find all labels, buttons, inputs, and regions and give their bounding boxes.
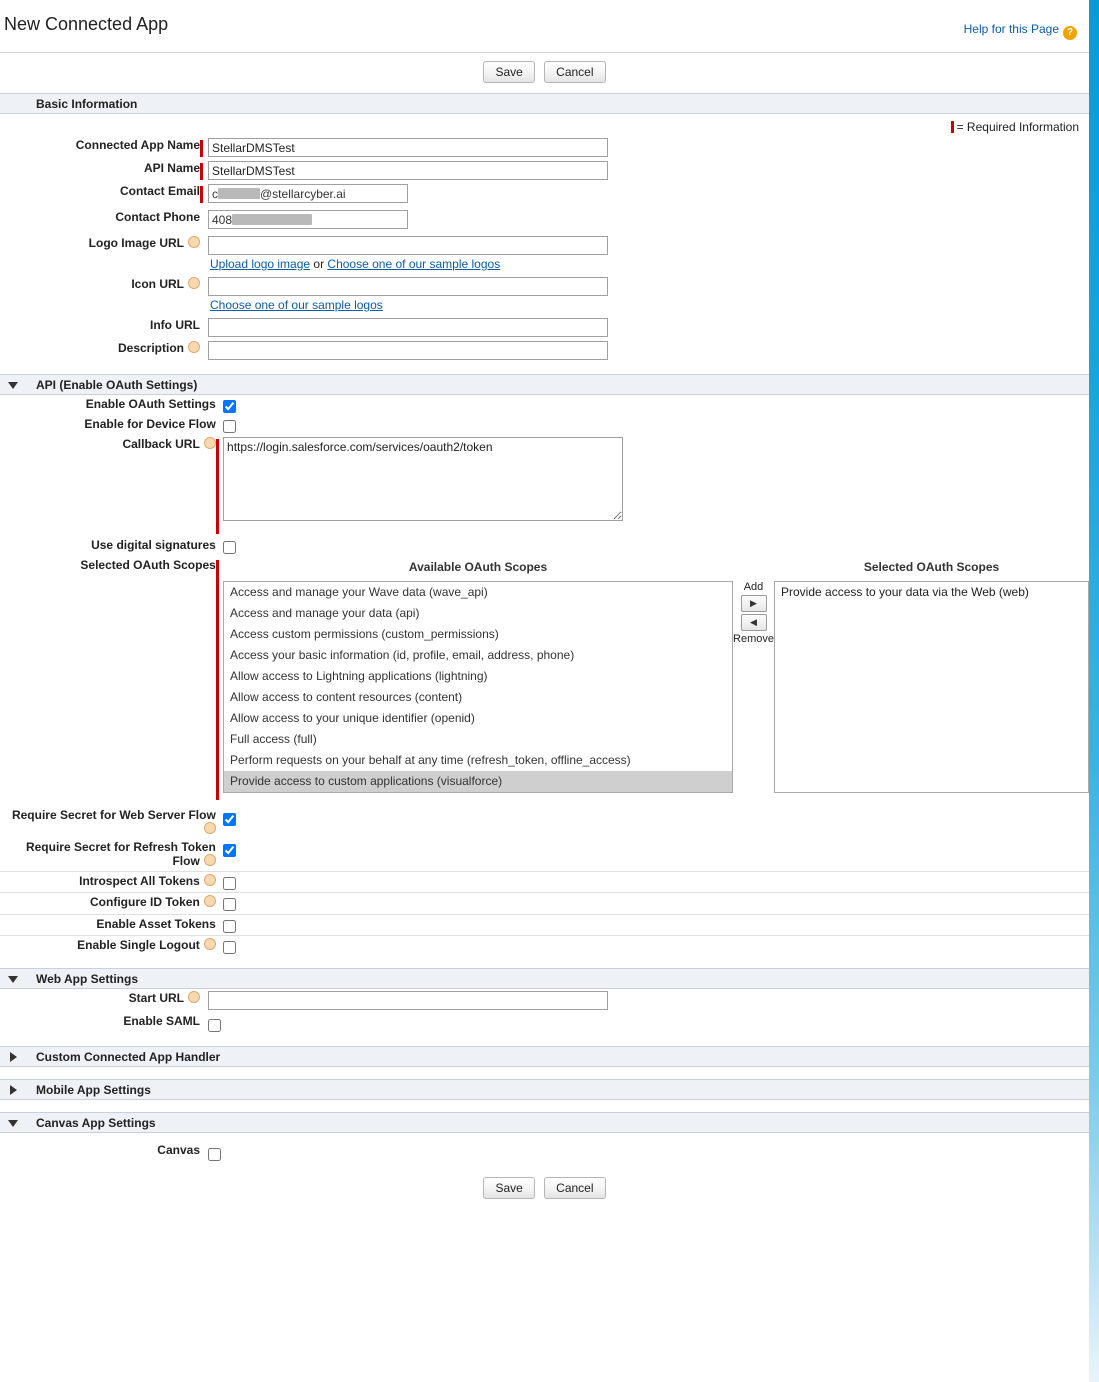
available-scope-option[interactable]: Access and manage your data (api)	[230, 606, 420, 620]
contact-email-prefix: c	[212, 187, 218, 201]
row-start-url	[0, 989, 1089, 1012]
row-icon-url	[0, 275, 1089, 316]
label-require-secret-web-server	[0, 802, 216, 838]
spacer-mobile-canvas	[0, 1100, 1089, 1108]
info-url-input[interactable]	[208, 318, 608, 337]
collapse-toggle-api-oauth[interactable]	[8, 375, 22, 396]
spacer-handler-mobile	[0, 1067, 1089, 1075]
logo-links-or: or	[310, 257, 328, 271]
label-contact-phone: Contact Phone	[115, 210, 200, 224]
available-scope-option[interactable]: Allow access to content resources (content)	[230, 690, 463, 704]
scope-transfer-controls	[733, 579, 774, 795]
section-title-basic-information: Basic Information	[36, 97, 138, 111]
info-icon-require-secret-refresh-token[interactable]	[204, 854, 216, 866]
label-icon-url	[0, 275, 200, 316]
remove-label: Remove	[733, 633, 774, 645]
save-button-bottom[interactable]: Save	[483, 1177, 534, 1199]
configure-id-token-label-text: Configure ID Token	[90, 895, 200, 909]
connected-app-name-input[interactable]	[208, 138, 608, 157]
icon-url-input[interactable]	[208, 277, 608, 296]
available-scope-option[interactable]: Access your basic information (id, profile, email, address, phone)	[230, 648, 575, 662]
require-secret-refresh-token-label-text: Require Secret for Refresh Token Flow	[25, 840, 216, 868]
section-header-api-oauth	[0, 374, 1089, 395]
contact-email-input[interactable]	[208, 184, 408, 203]
top-button-row	[0, 53, 1089, 89]
label-require-secret-refresh-token	[0, 838, 216, 870]
choose-sample-logo-link[interactable]: Choose one of our sample logos	[327, 257, 501, 271]
required-information-legend	[0, 114, 1089, 136]
help-for-this-page-link[interactable]	[964, 22, 1077, 40]
row-use-digital-signatures	[0, 536, 1089, 556]
selected-scopes-title: Selected OAuth Scopes	[863, 560, 1000, 574]
required-mark-connected-app-name	[200, 136, 208, 159]
cancel-button-top[interactable]: Cancel	[544, 61, 605, 83]
help-link-label: Help for this Page	[963, 22, 1059, 36]
label-logo-image-url	[0, 234, 200, 275]
info-icon-introspect-all-tokens[interactable]	[204, 874, 216, 886]
contact-phone-redaction	[232, 214, 312, 225]
available-scopes-title: Available OAuth Scopes	[408, 560, 548, 574]
api-name-input[interactable]	[208, 161, 608, 180]
row-require-secret-web-server	[0, 802, 1089, 838]
choose-sample-icon-link[interactable]: Choose one of our sample logos	[210, 298, 383, 312]
enable-single-logout-label-text: Enable Single Logout	[77, 938, 200, 952]
add-label: Add	[743, 581, 764, 593]
row-enable-device-flow	[0, 415, 1089, 435]
available-scope-option[interactable]: Provide access to custom applications (visualforce)	[224, 771, 732, 792]
page-header	[0, 0, 1089, 52]
info-icon-logo-image-url[interactable]	[188, 236, 200, 248]
description-input[interactable]	[208, 341, 608, 360]
expand-toggle-custom-handler[interactable]	[8, 1047, 22, 1068]
required-mark-oauth-scopes	[216, 556, 223, 802]
description-label-text: Description	[117, 341, 184, 355]
info-icon-enable-single-logout[interactable]	[204, 938, 216, 950]
collapse-toggle-web-app-settings[interactable]	[8, 969, 22, 990]
logo-image-url-label-text: Logo Image URL	[88, 236, 184, 250]
upload-logo-image-link[interactable]: Upload logo image	[210, 257, 311, 271]
info-icon-callback-url[interactable]	[204, 437, 216, 449]
right-edge-gradient	[1089, 0, 1099, 1382]
introspect-all-tokens-label-text: Introspect All Tokens	[79, 873, 200, 888]
start-url-input[interactable]	[208, 991, 608, 1010]
section-header-mobile-app-settings	[0, 1079, 1089, 1100]
icon-url-label-text: Icon URL	[131, 277, 184, 291]
enable-single-logout-checkbox[interactable]	[223, 941, 236, 954]
available-scope-option[interactable]: Perform requests on your behalf at any time (refresh_token, offline_access)	[230, 753, 631, 767]
label-start-url	[0, 989, 200, 1012]
required-mark-callback-url	[216, 435, 223, 536]
collapse-toggle-canvas-app-settings[interactable]	[8, 1113, 22, 1134]
row-contact-phone	[0, 208, 1089, 234]
label-contact-email: Contact Email	[119, 184, 200, 198]
row-enable-saml	[0, 1012, 1089, 1034]
section-header-custom-handler	[0, 1046, 1089, 1067]
require-secret-web-server-checkbox[interactable]	[223, 813, 236, 826]
row-selected-oauth-scopes	[0, 556, 1089, 802]
logo-image-links	[208, 255, 1089, 273]
label-canvas: Canvas	[157, 1143, 200, 1157]
use-digital-signatures-checkbox[interactable]	[223, 541, 236, 554]
row-api-name	[0, 159, 1089, 182]
label-info-url: Info URL	[150, 318, 200, 332]
spacer-contact-phone	[200, 208, 208, 234]
section-title-canvas-app-settings: Canvas App Settings	[36, 1116, 156, 1130]
enable-asset-tokens-checkbox[interactable]	[223, 920, 236, 933]
enable-oauth-settings-checkbox[interactable]	[223, 400, 236, 413]
section-title-custom-handler: Custom Connected App Handler	[36, 1050, 221, 1064]
contact-email-redaction	[218, 188, 260, 199]
cancel-button-bottom[interactable]: Cancel	[544, 1177, 605, 1199]
enable-device-flow-checkbox[interactable]	[223, 420, 236, 433]
label-callback-url	[0, 435, 216, 536]
bottom-button-row	[0, 1163, 1089, 1217]
logo-image-url-input[interactable]	[208, 236, 608, 255]
callback-url-textarea[interactable]	[223, 437, 623, 521]
spacer-api-web	[0, 956, 1089, 964]
required-mark-api-name	[200, 159, 208, 182]
label-description	[0, 339, 200, 362]
api-oauth-form	[0, 395, 1089, 956]
info-icon-start-url[interactable]	[188, 991, 200, 1003]
icon-url-links	[208, 296, 1089, 314]
label-connected-app-name: Connected App Name	[75, 138, 200, 152]
info-icon-description[interactable]	[188, 341, 200, 353]
scope-picker	[223, 558, 1089, 795]
label-enable-asset-tokens: Enable Asset Tokens	[96, 916, 216, 931]
label-api-name: API Name	[143, 161, 200, 175]
row-info-url	[0, 316, 1089, 339]
row-description	[0, 339, 1089, 362]
require-secret-web-server-label-text: Require Secret for Web Server Flow	[11, 808, 216, 822]
section-header-canvas-app-settings	[0, 1112, 1089, 1133]
label-enable-saml: Enable SAML	[123, 1014, 200, 1028]
row-require-secret-refresh-token	[0, 838, 1089, 870]
label-configure-id-token	[0, 893, 216, 914]
section-title-mobile-app-settings: Mobile App Settings	[36, 1083, 151, 1097]
label-enable-device-flow: Enable for Device Flow	[84, 417, 216, 431]
require-secret-refresh-token-checkbox[interactable]	[223, 844, 236, 857]
section-header-basic-information	[0, 93, 1089, 114]
arrow-left-icon[interactable]: ◀	[741, 614, 767, 631]
question-mark-icon[interactable]: ?	[1063, 26, 1077, 40]
callback-url-label-text: Callback URL	[122, 437, 200, 451]
available-scope-option[interactable]: Access and manage your Wave data (wave_api)	[230, 585, 488, 599]
available-oauth-scopes-list[interactable]	[223, 581, 733, 793]
expand-toggle-mobile-app-settings[interactable]	[8, 1080, 22, 1101]
info-icon-require-secret-web-server[interactable]	[204, 822, 216, 834]
label-selected-oauth-scopes: Selected OAuth Scopes	[80, 558, 216, 572]
row-callback-url	[0, 435, 1089, 536]
info-icon-configure-id-token[interactable]	[204, 895, 216, 907]
available-scope-option[interactable]: Allow access to Lightning applications (lightning)	[230, 669, 488, 683]
section-title-api-oauth: API (Enable OAuth Settings)	[36, 378, 198, 392]
save-button-top[interactable]: Save	[483, 61, 534, 83]
contact-phone-input[interactable]	[208, 210, 408, 229]
selected-scope-option[interactable]: Provide access to your data via the Web (web)	[781, 585, 1029, 599]
row-canvas	[0, 1133, 1089, 1163]
spacer-web-handler	[0, 1034, 1089, 1042]
enable-saml-checkbox[interactable]	[208, 1019, 221, 1032]
row-enable-single-logout	[0, 936, 1089, 957]
row-enable-oauth-settings	[0, 395, 1089, 415]
available-scope-option[interactable]: Full access (full)	[230, 732, 317, 746]
section-header-web-app-settings	[0, 968, 1089, 989]
label-enable-single-logout	[0, 936, 216, 957]
selected-oauth-scopes-list[interactable]	[774, 581, 1089, 793]
configure-id-token-checkbox[interactable]	[223, 898, 236, 911]
available-scope-option[interactable]: Allow access to your unique identifier (openid)	[230, 711, 475, 725]
arrow-right-icon[interactable]: ▶	[741, 595, 767, 612]
required-mark-contact-email	[200, 182, 208, 208]
label-introspect-all-tokens	[0, 871, 216, 892]
spacer-basic-api	[0, 362, 1089, 370]
row-enable-asset-tokens	[0, 914, 1089, 935]
row-logo-image-url	[0, 234, 1089, 275]
row-contact-email	[0, 182, 1089, 208]
row-connected-app-name	[0, 136, 1089, 159]
contact-phone-prefix: 408	[212, 213, 233, 227]
required-legend-label: = Required Information	[956, 120, 1079, 134]
basic-information-form	[0, 136, 1089, 362]
page-title: New Connected App	[4, 14, 169, 34]
row-configure-id-token	[0, 893, 1089, 914]
label-enable-oauth-settings: Enable OAuth Settings	[85, 397, 216, 411]
required-bar-icon	[951, 121, 954, 133]
web-app-settings-form	[0, 989, 1089, 1034]
row-introspect-all-tokens	[0, 871, 1089, 892]
start-url-label-text: Start URL	[128, 991, 184, 1005]
introspect-all-tokens-checkbox[interactable]	[223, 877, 236, 890]
canvas-app-settings-form	[0, 1133, 1089, 1163]
info-icon-icon-url[interactable]	[188, 277, 200, 289]
canvas-checkbox[interactable]	[208, 1148, 221, 1161]
available-scope-option[interactable]: Access custom permissions (custom_permissions)	[230, 627, 499, 641]
section-title-web-app-settings: Web App Settings	[36, 972, 138, 986]
label-use-digital-signatures: Use digital signatures	[91, 538, 216, 552]
contact-email-suffix: @stellarcyber.ai	[260, 187, 346, 201]
